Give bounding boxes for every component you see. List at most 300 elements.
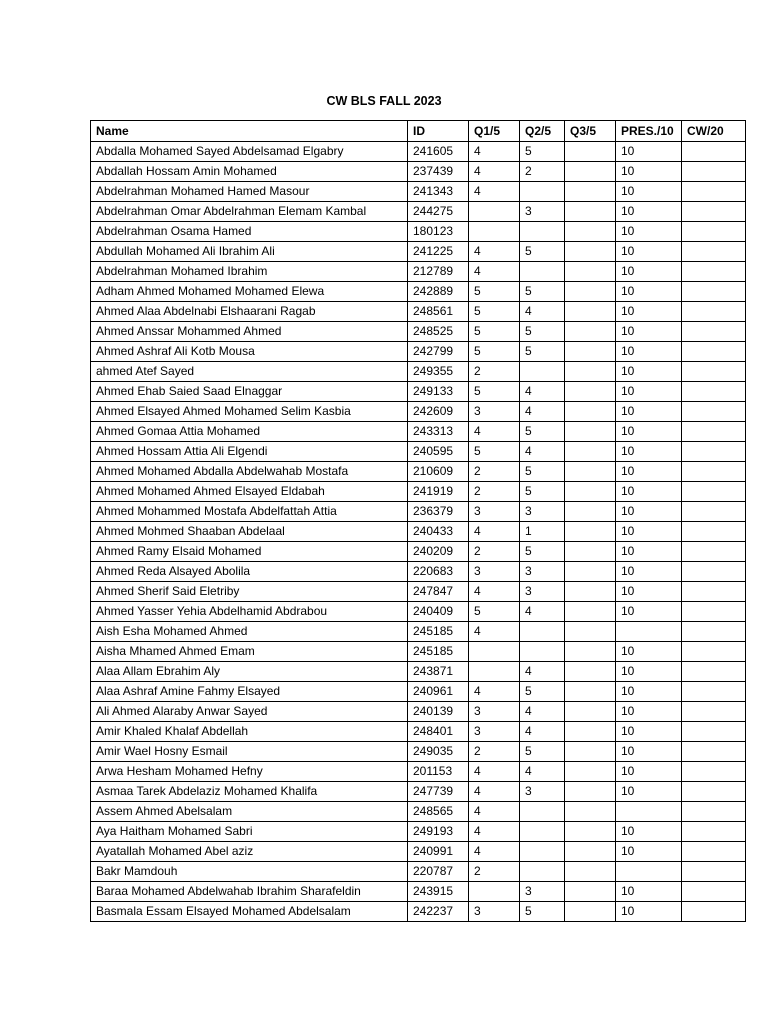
- cell-q2: 5: [520, 422, 565, 442]
- table-row: [91, 902, 746, 922]
- cell-cw: [682, 342, 746, 362]
- cell-id: 241225: [408, 242, 469, 262]
- grade-table: [90, 120, 746, 922]
- cell-q1: [469, 202, 520, 222]
- cell-pres: [616, 622, 682, 642]
- cell-q3: [565, 762, 616, 782]
- cell-q1: 2: [469, 462, 520, 482]
- cell-q2: [520, 222, 565, 242]
- table-row: [91, 262, 746, 282]
- cell-q1: [469, 882, 520, 902]
- cell-q1: 4: [469, 762, 520, 782]
- cell-q1: 3: [469, 722, 520, 742]
- cell-cw: [682, 402, 746, 422]
- cell-name: Aisha Mhamed Ahmed Emam: [91, 642, 408, 662]
- column-header-cw: CW/20: [682, 121, 746, 142]
- column-header-id: ID: [408, 121, 469, 142]
- cell-q2: 3: [520, 782, 565, 802]
- table-row: [91, 582, 746, 602]
- table-row: [91, 402, 746, 422]
- cell-q1: [469, 642, 520, 662]
- table-row: [91, 242, 746, 262]
- cell-id: 240433: [408, 522, 469, 542]
- cell-name: Amir Khaled Khalaf Abdellah: [91, 722, 408, 742]
- cell-q2: 5: [520, 482, 565, 502]
- cell-q1: 2: [469, 482, 520, 502]
- cell-name: Abdelrahman Mohamed Ibrahim: [91, 262, 408, 282]
- column-header-q2: Q2/5: [520, 121, 565, 142]
- cell-q3: [565, 842, 616, 862]
- cell-name: Basmala Essam Elsayed Mohamed Abdelsalam: [91, 902, 408, 922]
- cell-q1: 2: [469, 742, 520, 762]
- table-row: [91, 722, 746, 742]
- cell-q3: [565, 482, 616, 502]
- cell-q1: 4: [469, 842, 520, 862]
- cell-q2: [520, 822, 565, 842]
- cell-q1: 4: [469, 142, 520, 162]
- cell-name: Ahmed Yasser Yehia Abdelhamid Abdrabou: [91, 602, 408, 622]
- cell-q2: 5: [520, 682, 565, 702]
- cell-q3: [565, 342, 616, 362]
- cell-id: 236379: [408, 502, 469, 522]
- table-row: [91, 882, 746, 902]
- table-row: [91, 602, 746, 622]
- cell-name: Ahmed Hossam Attia Ali Elgendi: [91, 442, 408, 462]
- cell-q1: 4: [469, 262, 520, 282]
- cell-q1: [469, 662, 520, 682]
- cell-q3: [565, 322, 616, 342]
- cell-name: Alaa Ashraf Amine Fahmy Elsayed: [91, 682, 408, 702]
- cell-q2: 3: [520, 502, 565, 522]
- cell-pres: 10: [616, 842, 682, 862]
- cell-id: 242799: [408, 342, 469, 362]
- table-body: [91, 142, 746, 922]
- cell-name: Abdelrahman Mohamed Hamed Masour: [91, 182, 408, 202]
- table-row: [91, 342, 746, 362]
- cell-name: Ahmed Mohammed Mostafa Abdelfattah Attia: [91, 502, 408, 522]
- cell-q1: 3: [469, 502, 520, 522]
- cell-q2: [520, 842, 565, 862]
- cell-q2: 5: [520, 242, 565, 262]
- cell-name: Ahmed Mohamed Ahmed Elsayed Eldabah: [91, 482, 408, 502]
- cell-id: 248525: [408, 322, 469, 342]
- table-row: [91, 862, 746, 882]
- cell-pres: 10: [616, 262, 682, 282]
- cell-id: 237439: [408, 162, 469, 182]
- cell-pres: 10: [616, 322, 682, 342]
- cell-id: 240209: [408, 542, 469, 562]
- table-row: [91, 762, 746, 782]
- cell-cw: [682, 762, 746, 782]
- cell-pres: 10: [616, 382, 682, 402]
- cell-id: 201153: [408, 762, 469, 782]
- cell-id: 247847: [408, 582, 469, 602]
- cell-cw: [682, 382, 746, 402]
- cell-name: Aish Esha Mohamed Ahmed: [91, 622, 408, 642]
- cell-pres: 10: [616, 562, 682, 582]
- cell-pres: 10: [616, 662, 682, 682]
- cell-q1: 3: [469, 562, 520, 582]
- cell-q1: 5: [469, 342, 520, 362]
- cell-cw: [682, 222, 746, 242]
- cell-q3: [565, 442, 616, 462]
- cell-name: Arwa Hesham Mohamed Hefny: [91, 762, 408, 782]
- cell-id: 241919: [408, 482, 469, 502]
- table-row: [91, 802, 746, 822]
- table-row: [91, 482, 746, 502]
- cell-q1: 5: [469, 302, 520, 322]
- table-row: [91, 842, 746, 862]
- cell-id: 245185: [408, 642, 469, 662]
- cell-pres: 10: [616, 362, 682, 382]
- cell-name: Ahmed Sherif Said Eletriby: [91, 582, 408, 602]
- cell-q3: [565, 402, 616, 422]
- cell-cw: [682, 822, 746, 842]
- cell-q2: 3: [520, 882, 565, 902]
- table-row: [91, 442, 746, 462]
- cell-q3: [565, 622, 616, 642]
- cell-q1: 4: [469, 522, 520, 542]
- cell-q3: [565, 582, 616, 602]
- cell-name: Abdalla Mohamed Sayed Abdelsamad Elgabry: [91, 142, 408, 162]
- cell-pres: 10: [616, 482, 682, 502]
- cell-q1: 4: [469, 622, 520, 642]
- cell-pres: 10: [616, 182, 682, 202]
- cell-id: 180123: [408, 222, 469, 242]
- cell-q3: [565, 742, 616, 762]
- cell-pres: 10: [616, 822, 682, 842]
- cell-pres: 10: [616, 302, 682, 322]
- cell-q1: 4: [469, 422, 520, 442]
- cell-pres: 10: [616, 242, 682, 262]
- cell-pres: 10: [616, 602, 682, 622]
- cell-pres: [616, 802, 682, 822]
- cell-q2: 5: [520, 902, 565, 922]
- cell-name: Ayatallah Mohamed Abel aziz: [91, 842, 408, 862]
- cell-q2: 5: [520, 322, 565, 342]
- cell-cw: [682, 462, 746, 482]
- cell-q1: 3: [469, 902, 520, 922]
- table-row: [91, 182, 746, 202]
- cell-name: Ahmed Alaa Abdelnabi Elshaarani Ragab: [91, 302, 408, 322]
- cell-cw: [682, 802, 746, 822]
- cell-id: 240961: [408, 682, 469, 702]
- cell-q1: 2: [469, 362, 520, 382]
- cell-pres: 10: [616, 502, 682, 522]
- cell-q2: [520, 802, 565, 822]
- cell-id: 242237: [408, 902, 469, 922]
- cell-q1: [469, 222, 520, 242]
- cell-q2: 4: [520, 762, 565, 782]
- cell-q3: [565, 662, 616, 682]
- cell-q3: [565, 242, 616, 262]
- table-row: [91, 322, 746, 342]
- cell-name: Ahmed Gomaa Attia Mohamed: [91, 422, 408, 442]
- cell-cw: [682, 662, 746, 682]
- cell-q3: [565, 782, 616, 802]
- cell-pres: 10: [616, 902, 682, 922]
- cell-id: 242609: [408, 402, 469, 422]
- cell-cw: [682, 622, 746, 642]
- cell-name: Abdelrahman Osama Hamed: [91, 222, 408, 242]
- column-header-name: Name: [91, 121, 408, 142]
- cell-cw: [682, 202, 746, 222]
- cell-pres: 10: [616, 782, 682, 802]
- table-row: [91, 522, 746, 542]
- cell-pres: 10: [616, 642, 682, 662]
- cell-q2: 5: [520, 342, 565, 362]
- cell-q2: 4: [520, 402, 565, 422]
- cell-q3: [565, 602, 616, 622]
- cell-q1: 5: [469, 602, 520, 622]
- cell-name: Abdallah Hossam Amin Mohamed: [91, 162, 408, 182]
- cell-name: Ahmed Mohamed Abdalla Abdelwahab Mostafa: [91, 462, 408, 482]
- cell-id: 240409: [408, 602, 469, 622]
- cell-name: Ahmed Reda Alsayed Abolila: [91, 562, 408, 582]
- cell-q2: [520, 182, 565, 202]
- column-header-q3: Q3/5: [565, 121, 616, 142]
- cell-pres: 10: [616, 722, 682, 742]
- cell-cw: [682, 322, 746, 342]
- cell-id: 243313: [408, 422, 469, 442]
- cell-cw: [682, 722, 746, 742]
- cell-name: Baraa Mohamed Abdelwahab Ibrahim Sharafeldin: [91, 882, 408, 902]
- cell-q3: [565, 382, 616, 402]
- table-row: [91, 202, 746, 222]
- cell-pres: 10: [616, 742, 682, 762]
- table-row: [91, 382, 746, 402]
- cell-id: 249355: [408, 362, 469, 382]
- cell-q2: [520, 262, 565, 282]
- cell-q3: [565, 902, 616, 922]
- cell-pres: 10: [616, 342, 682, 362]
- cell-id: 240991: [408, 842, 469, 862]
- table-row: [91, 562, 746, 582]
- cell-q2: 3: [520, 582, 565, 602]
- cell-cw: [682, 602, 746, 622]
- cell-name: Amir Wael Hosny Esmail: [91, 742, 408, 762]
- cell-name: Ahmed Mohmed Shaaban Abdelaal: [91, 522, 408, 542]
- cell-pres: 10: [616, 162, 682, 182]
- cell-name: Bakr Mamdouh: [91, 862, 408, 882]
- cell-id: 220787: [408, 862, 469, 882]
- cell-pres: 10: [616, 462, 682, 482]
- cell-q2: [520, 362, 565, 382]
- cell-q2: 3: [520, 562, 565, 582]
- table-row: [91, 422, 746, 442]
- cell-name: Ahmed Elsayed Ahmed Mohamed Selim Kasbia: [91, 402, 408, 422]
- cell-pres: [616, 862, 682, 882]
- cell-cw: [682, 362, 746, 382]
- cell-name: Ali Ahmed Alaraby Anwar Sayed: [91, 702, 408, 722]
- table-row: [91, 162, 746, 182]
- table-row: [91, 682, 746, 702]
- cell-q3: [565, 702, 616, 722]
- cell-id: 249193: [408, 822, 469, 842]
- cell-q1: 5: [469, 442, 520, 462]
- cell-name: Abdullah Mohamed Ali Ibrahim Ali: [91, 242, 408, 262]
- cell-pres: 10: [616, 762, 682, 782]
- table-row: [91, 822, 746, 842]
- cell-q2: 5: [520, 742, 565, 762]
- cell-id: 242889: [408, 282, 469, 302]
- table-row: [91, 462, 746, 482]
- cell-q1: 4: [469, 182, 520, 202]
- cell-cw: [682, 242, 746, 262]
- cell-cw: [682, 422, 746, 442]
- cell-cw: [682, 282, 746, 302]
- cell-cw: [682, 702, 746, 722]
- cell-id: 212789: [408, 262, 469, 282]
- cell-cw: [682, 642, 746, 662]
- cell-cw: [682, 562, 746, 582]
- cell-q2: 2: [520, 162, 565, 182]
- cell-cw: [682, 682, 746, 702]
- cell-q3: [565, 542, 616, 562]
- cell-cw: [682, 862, 746, 882]
- cell-q3: [565, 862, 616, 882]
- cell-q1: 4: [469, 162, 520, 182]
- cell-q3: [565, 222, 616, 242]
- cell-q3: [565, 262, 616, 282]
- cell-cw: [682, 262, 746, 282]
- cell-cw: [682, 902, 746, 922]
- cell-q2: 4: [520, 602, 565, 622]
- cell-cw: [682, 182, 746, 202]
- cell-q3: [565, 682, 616, 702]
- cell-cw: [682, 522, 746, 542]
- cell-q3: [565, 722, 616, 742]
- cell-cw: [682, 502, 746, 522]
- cell-q3: [565, 302, 616, 322]
- cell-q1: 4: [469, 822, 520, 842]
- cell-cw: [682, 442, 746, 462]
- cell-q3: [565, 142, 616, 162]
- cell-q2: 5: [520, 282, 565, 302]
- cell-q3: [565, 162, 616, 182]
- cell-pres: 10: [616, 422, 682, 442]
- cell-pres: 10: [616, 222, 682, 242]
- cell-id: 249133: [408, 382, 469, 402]
- cell-q2: 4: [520, 702, 565, 722]
- cell-id: 247739: [408, 782, 469, 802]
- cell-id: 249035: [408, 742, 469, 762]
- table-row: [91, 662, 746, 682]
- cell-id: 241343: [408, 182, 469, 202]
- cell-q3: [565, 502, 616, 522]
- cell-q3: [565, 362, 616, 382]
- cell-pres: 10: [616, 202, 682, 222]
- cell-name: ahmed Atef Sayed: [91, 362, 408, 382]
- cell-pres: 10: [616, 582, 682, 602]
- table-row: [91, 222, 746, 242]
- cell-pres: 10: [616, 442, 682, 462]
- cell-q3: [565, 462, 616, 482]
- table-row: [91, 502, 746, 522]
- table-row: [91, 142, 746, 162]
- cell-name: Ahmed Ehab Saied Saad Elnaggar: [91, 382, 408, 402]
- cell-cw: [682, 842, 746, 862]
- cell-cw: [682, 782, 746, 802]
- cell-id: 243915: [408, 882, 469, 902]
- cell-q1: 5: [469, 322, 520, 342]
- cell-id: 248565: [408, 802, 469, 822]
- column-header-pres: PRES./10: [616, 121, 682, 142]
- cell-q2: 4: [520, 722, 565, 742]
- cell-id: 210609: [408, 462, 469, 482]
- cell-pres: 10: [616, 282, 682, 302]
- cell-pres: 10: [616, 522, 682, 542]
- cell-q2: 5: [520, 542, 565, 562]
- cell-pres: 10: [616, 142, 682, 162]
- cell-q3: [565, 422, 616, 442]
- cell-pres: 10: [616, 402, 682, 422]
- table-row: [91, 782, 746, 802]
- cell-id: 220683: [408, 562, 469, 582]
- page-title: CW BLS FALL 2023: [326, 94, 442, 108]
- cell-cw: [682, 742, 746, 762]
- table-row: [91, 622, 746, 642]
- column-header-q1: Q1/5: [469, 121, 520, 142]
- cell-q2: [520, 862, 565, 882]
- cell-id: 241605: [408, 142, 469, 162]
- cell-q2: [520, 642, 565, 662]
- table-row: [91, 642, 746, 662]
- cell-cw: [682, 582, 746, 602]
- table-row: [91, 362, 746, 382]
- cell-q1: 4: [469, 782, 520, 802]
- cell-name: Asmaa Tarek Abdelaziz Mohamed Khalifa: [91, 782, 408, 802]
- cell-q3: [565, 202, 616, 222]
- cell-q3: [565, 182, 616, 202]
- cell-q2: 3: [520, 202, 565, 222]
- table-row: [91, 702, 746, 722]
- cell-q1: 3: [469, 702, 520, 722]
- cell-name: Ahmed Ashraf Ali Kotb Mousa: [91, 342, 408, 362]
- table-row: [91, 542, 746, 562]
- cell-id: 245185: [408, 622, 469, 642]
- cell-q3: [565, 522, 616, 542]
- cell-cw: [682, 302, 746, 322]
- table-row: [91, 282, 746, 302]
- cell-name: Ahmed Ramy Elsaid Mohamed: [91, 542, 408, 562]
- cell-id: 244275: [408, 202, 469, 222]
- cell-pres: 10: [616, 542, 682, 562]
- cell-q1: 4: [469, 802, 520, 822]
- cell-q1: 2: [469, 542, 520, 562]
- cell-q1: 5: [469, 382, 520, 402]
- cell-q1: 4: [469, 582, 520, 602]
- cell-q1: 4: [469, 682, 520, 702]
- cell-pres: 10: [616, 702, 682, 722]
- cell-q2: 5: [520, 462, 565, 482]
- cell-q3: [565, 282, 616, 302]
- cell-q2: 5: [520, 142, 565, 162]
- cell-q2: 4: [520, 302, 565, 322]
- cell-name: Abdelrahman Omar Abdelrahman Elemam Kambal: [91, 202, 408, 222]
- header-row: [91, 121, 746, 142]
- cell-q3: [565, 562, 616, 582]
- cell-name: Alaa Allam Ebrahim Aly: [91, 662, 408, 682]
- cell-cw: [682, 142, 746, 162]
- cell-name: Ahmed Anssar Mohammed Ahmed: [91, 322, 408, 342]
- cell-q2: [520, 622, 565, 642]
- cell-cw: [682, 542, 746, 562]
- cell-q1: 3: [469, 402, 520, 422]
- cell-q2: 4: [520, 662, 565, 682]
- cell-pres: 10: [616, 882, 682, 902]
- cell-q2: 1: [520, 522, 565, 542]
